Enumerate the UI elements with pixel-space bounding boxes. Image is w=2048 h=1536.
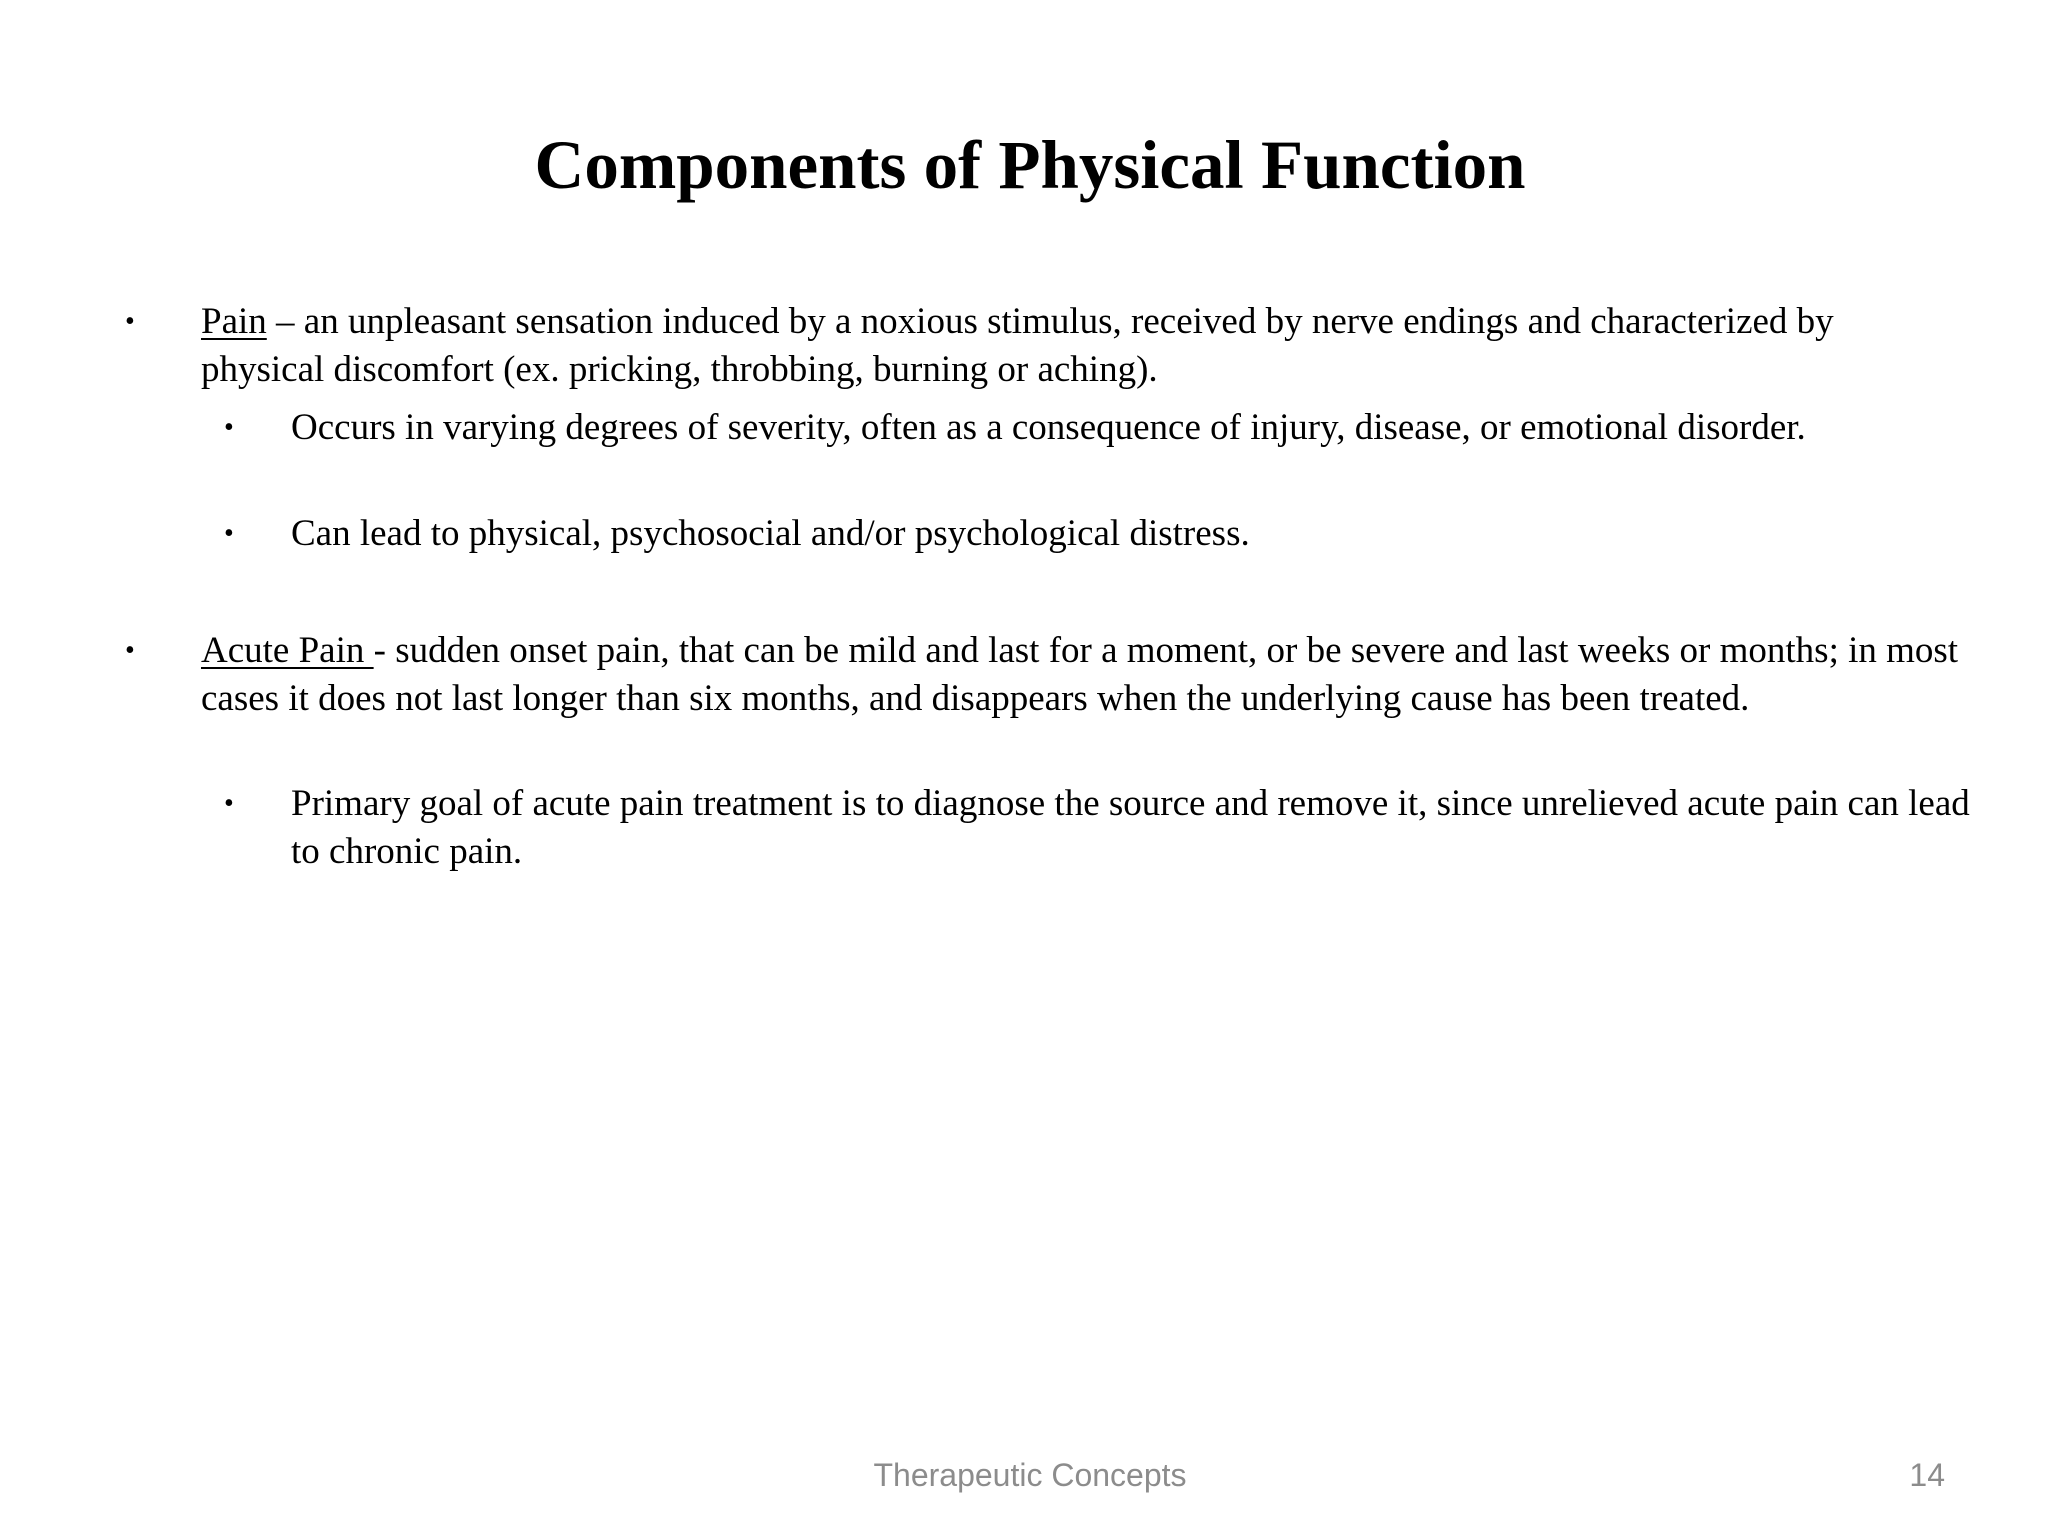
term-pain: Pain (201, 301, 267, 342)
page-number: 14 (1909, 1457, 1945, 1493)
sub-bullet-text: Primary goal of acute pain treatment is to diagnose the source and remove it, since unrelieved acute pain can lead to chronic pain. (291, 783, 1970, 872)
bullet-marker: • (224, 518, 234, 549)
bullet-marker: • (224, 788, 234, 819)
slide-title: Components of Physical Function (534, 127, 1526, 203)
bullet-marker: • (224, 412, 234, 443)
definition-acute-pain: - sudden onset pain, that can be mild and last for a moment, or be severe and last weeks or months; in most cases it does not last longer than six months, and disappears when the underlying cause has been treated. (201, 630, 1959, 719)
definition-pain: – an unpleasant sensation induced by a noxious stimulus, received by nerve endings and characterized by physical discomfort (ex. pricking, throbbing, burning or aching). (201, 301, 1834, 390)
bullet-text (201, 627, 1961, 722)
bullet-marker: • (125, 635, 135, 666)
sub-bullet-text: Can lead to physical, psychosocial and/or psychological distress. (291, 513, 1250, 554)
term-acute-pain: Acute Pain (201, 630, 374, 671)
sub-bullet-text: Occurs in varying degrees of severity, often as a consequence of injury, disease, or emotional disorder. (291, 407, 1806, 448)
footer-title: Therapeutic Concepts (873, 1457, 1187, 1493)
bullet-marker: • (125, 306, 135, 337)
bullet-text (201, 298, 1961, 393)
